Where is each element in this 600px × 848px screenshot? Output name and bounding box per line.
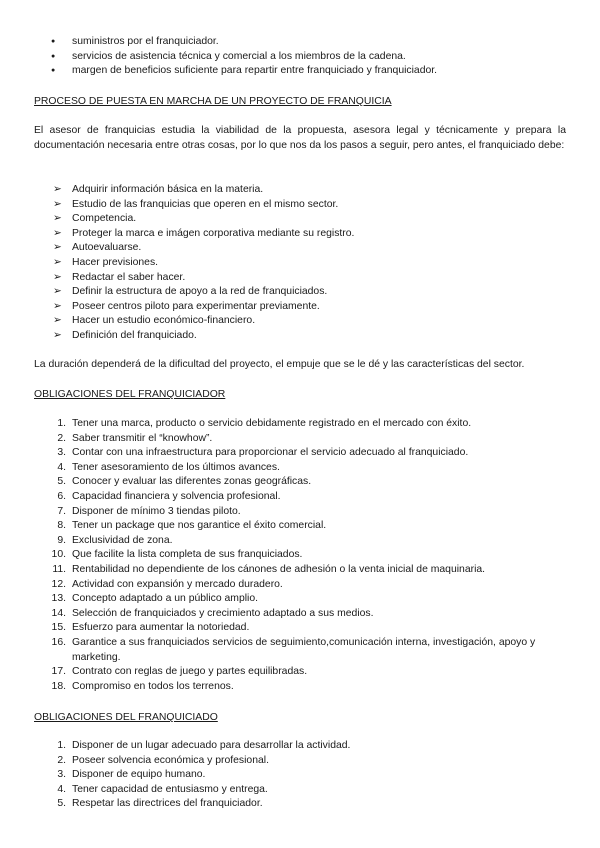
- list-item: 13. Concepto adaptado a un público amplio.: [51, 593, 259, 605]
- list-item: 15. Esfuerzo para aumentar la notoriedad.: [51, 622, 250, 634]
- arrow-bullet-icon: ➢: [53, 315, 62, 327]
- list-item: 3. Disponer de equipo humano.: [57, 769, 206, 781]
- intro-bullet-list: [34, 35, 566, 79]
- arrow-bullet-icon: ➢: [53, 213, 62, 225]
- list-item: ➢ Hacer un estudio económico-financiero.: [34, 314, 566, 329]
- process-closing: La duración dependerá de la dificultad del proyecto, el empuje que se le dé y las características del sector.: [34, 359, 525, 370]
- list-item: 1. Tener una marca, producto o servicio debidamente registrado en el mercado con éxito.: [57, 418, 472, 429]
- list-item: ➢ Autoevaluarse.: [34, 241, 566, 256]
- list-item: ➢ Poseer centros piloto para experimentar previamente.: [34, 300, 566, 315]
- list-item: ● suministros por el franquiciador.: [34, 35, 566, 50]
- list-item: 10. Que facilite la lista completa de sus franquiciados.: [51, 549, 303, 561]
- franchisor-obligations-list: [34, 417, 566, 694]
- franchisee-heading: OBLIGACIONES DEL FRANQUICIADO: [34, 712, 218, 723]
- list-item: 9. Exclusividad de zona.: [57, 534, 173, 546]
- arrow-bullet-icon: ➢: [53, 286, 62, 298]
- arrow-bullet-icon: ➢: [53, 329, 62, 341]
- franchisor-heading: OBLIGACIONES DEL FRANQUICIADOR: [34, 389, 226, 400]
- arrow-bullet-icon: ➢: [53, 300, 62, 312]
- list-item: 5. Respetar las directrices del franquiciador.: [57, 798, 263, 810]
- list-item: ➢ Adquirir información básica en la materia.: [34, 183, 566, 198]
- list-item: 1. Disponer de un lugar adecuado para desarrollar la actividad.: [57, 740, 351, 751]
- list-item: 14. Selección de franquiciados y crecimiento adaptado a sus medios.: [51, 607, 374, 619]
- list-item: ➢ Redactar el saber hacer.: [34, 271, 566, 286]
- list-item: 16. Garantice a sus franquiciados servicios de seguimiento,comunicación interna, investigación, apoyo y marketing.: [51, 636, 536, 663]
- process-heading: PROCESO DE PUESTA EN MARCHA DE UN PROYECTO DE FRANQUICIA: [34, 96, 392, 107]
- list-item: 18. Compromiso en todos los terrenos.: [51, 680, 234, 692]
- list-item: 5. Conocer y evaluar las diferentes zonas geográficas.: [57, 476, 312, 488]
- list-item: 2. Poseer solvencia económica y profesional.: [57, 754, 269, 766]
- list-item: ● margen de beneficios suficiente para repartir entre franquiciado y franquiciador.: [34, 64, 566, 79]
- list-item: ➢ Hacer previsiones.: [34, 256, 566, 271]
- list-item: ➢ Estudio de las franquicias que operen en el mismo sector.: [34, 198, 566, 213]
- list-item: 6. Capacidad financiera y solvencia profesional.: [57, 490, 281, 502]
- list-item: 4. Tener asesoramiento de los últimos avances.: [57, 461, 280, 473]
- arrow-bullet-icon: ➢: [53, 271, 62, 283]
- list-item: ● servicios de asistencia técnica y comercial a los miembros de la cadena.: [34, 50, 566, 65]
- arrow-bullet-icon: ➢: [53, 198, 62, 210]
- arrow-bullet-icon: ➢: [53, 256, 62, 268]
- list-item: 12. Actividad con expansión y mercado duradero.: [51, 578, 283, 590]
- list-item: 3. Contar con una infraestructura para proporcionar el servicio adecuado al franquiciado.: [57, 447, 469, 459]
- process-paragraph: El asesor de franquicias estudia la viabilidad de la propuesta, asesora legal y técnicamente y prepara la documentación necesaria entre otras cosas, por lo que nos da los pasos a seguir, pero antes, el franquiciado debe:: [34, 125, 566, 151]
- list-item: ➢ Definición del franquiciado.: [34, 329, 566, 344]
- list-item: 8. Tener un package que nos garantice el éxito comercial.: [57, 520, 327, 532]
- list-item: ➢ Definir la estructura de apoyo a la red de franquiciados.: [34, 285, 566, 300]
- arrow-bullet-icon: ➢: [53, 227, 62, 239]
- list-item: ➢ Competencia.: [34, 212, 566, 227]
- arrow-bullet-icon: ➢: [53, 184, 62, 195]
- list-item: 2. Saber transmitir el “knowhow”.: [57, 432, 213, 444]
- list-item: 7. Disponer de mínimo 3 tiendas piloto.: [57, 505, 241, 517]
- list-item: 17. Contrato con reglas de juego y partes equilibradas.: [51, 666, 308, 678]
- list-item: 4. Tener capacidad de entusiasmo y entrega.: [57, 783, 268, 795]
- franchisee-obligations-list: [34, 739, 566, 812]
- list-item: 11. Rentabilidad no dependiente de los cánones de adhesión o la venta inicial de maquinaria.: [52, 563, 486, 575]
- process-steps-list: [34, 183, 566, 344]
- arrow-bullet-icon: ➢: [53, 242, 62, 254]
- list-item: ➢ Proteger la marca e imágen corporativa mediante su registro.: [34, 227, 566, 242]
